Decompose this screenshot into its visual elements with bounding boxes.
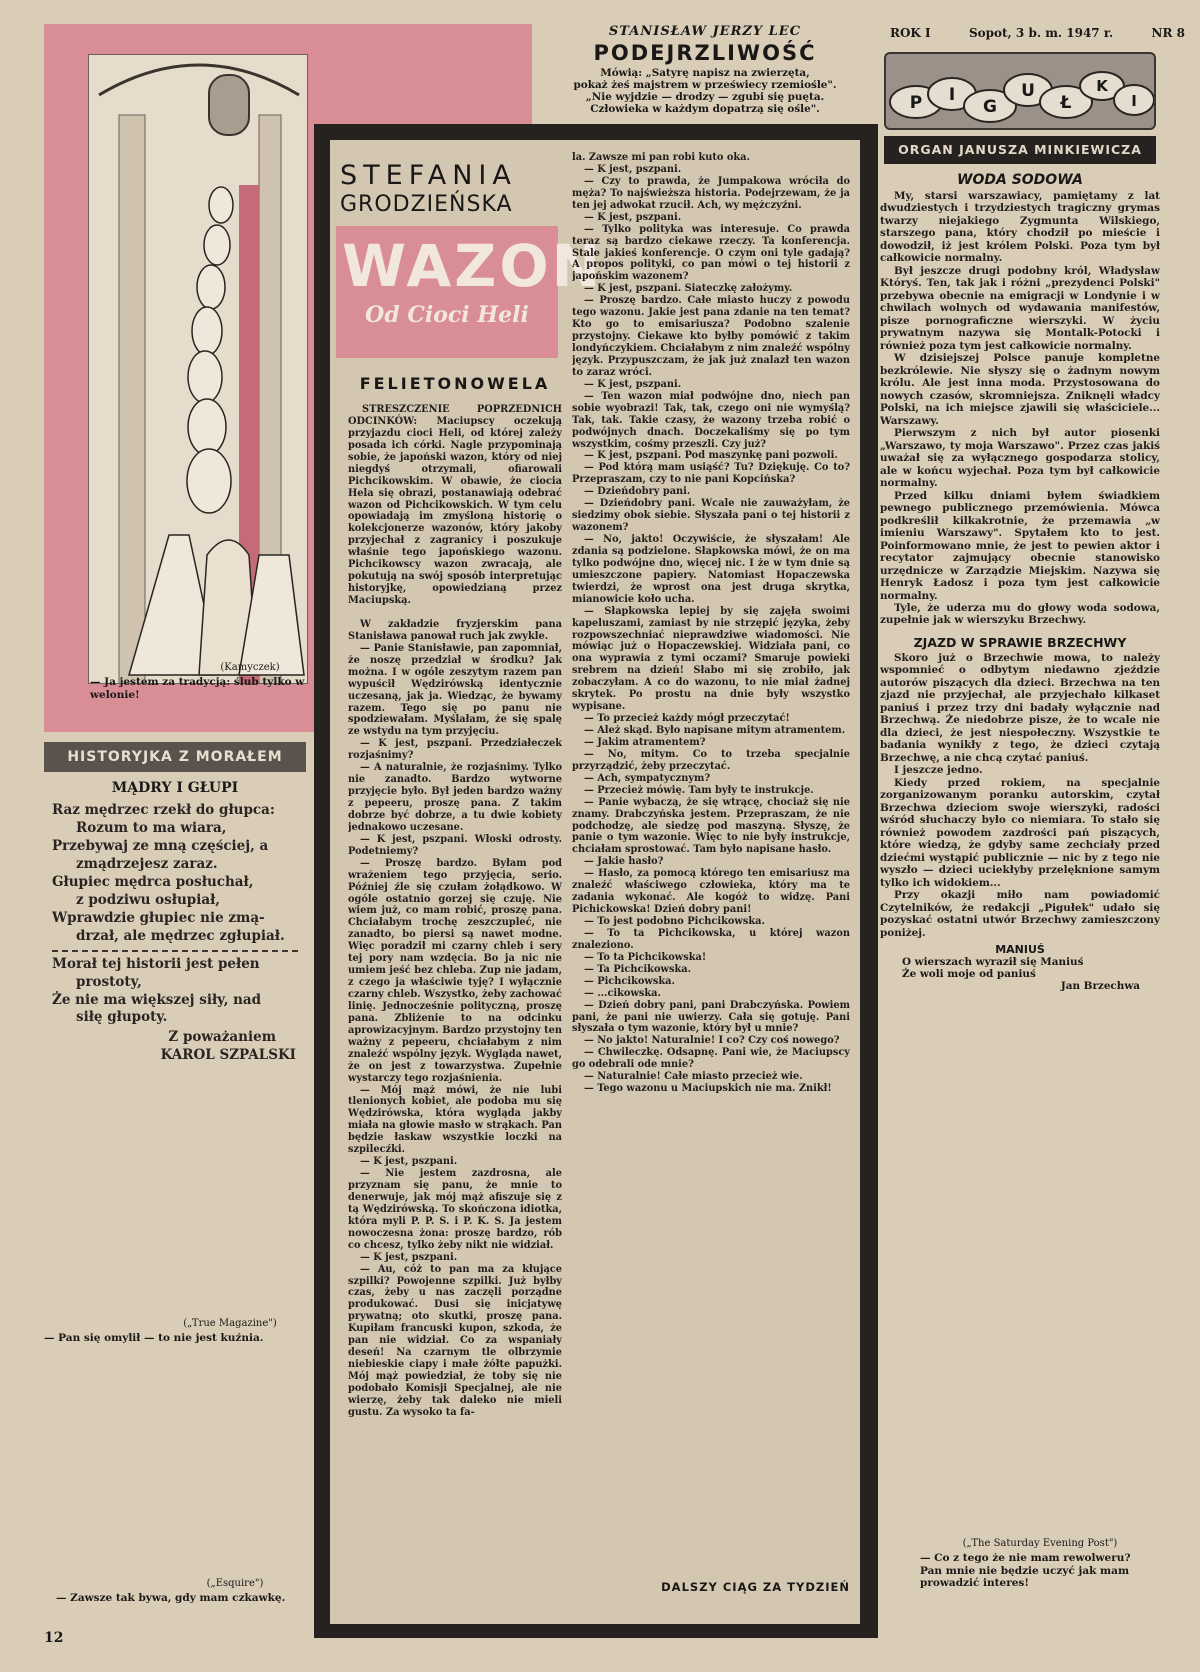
header-poem-lines [540, 68, 870, 116]
header-poem-block [540, 24, 870, 122]
woda-paragraph: Tyle, że uderza mu do głowy woda sodowa, zupełnie jak w wierszyku Brzechwy. [880, 601, 1160, 627]
wedding-cartoon-drawing [89, 55, 308, 684]
article-paragraph: — Ta Pichcikowska. [584, 963, 692, 975]
article-title-block [336, 226, 604, 358]
article-paragraph: — Czy to prawda, że Jumpakowa wróciła do męża? To najświeższa historia. Podejrzewam, że ja ten jej adwokat rzucił. Ach, wy mężczyźni. [572, 175, 850, 211]
article-paragraph: — Chwileczkę. Odsapnę. Pani wie, że Maciupscy go odebrali ode mnie? [572, 1047, 850, 1071]
article-paragraph: la. Zawsze mi pan robi kuto oka. [572, 152, 750, 163]
header-author: STANISŁAW JERZY LEC [608, 24, 802, 39]
article-paragraph: — Słapkowska lepiej by się zajęła swoimi kapeluszami, zamiast by nie strzępić języka, żeby rozpowszechniać nieprawdziwe wiadomości. Nie mówiąc już o Hopaczewskiej. Widziała pani, co ona wyprawia z tymi oczami? Smaruje powieki srebrem na dzień! Słabo mi się zrobiło, jak zobaczyłam. A co do wazonu, to nie miał żadnej skrytek. Po prostu na dnie były wszystko wypisane. [572, 605, 850, 713]
church-arch [99, 65, 299, 95]
woda-paragraph: Przed kilku dniami byłem świadkiem pewnego publicznego przemówienia. Mówca podkreślił kilkakrotnie, że przemawia „w imieniu Warszawy". Spytałem kto to jest. Poinformowano mnie, że jest to pewien aktor i recytator zajmujący obecnie stanowisko urzędnicze w Zarządzie Miejskim. Nazywa się Henryk Ładosz i poza tym jest całkowicie normalny. [880, 489, 1160, 602]
manius-line: Że woli moje od paniuś [902, 968, 1036, 981]
woda-paragraph: Pierwszym z nich był autor piosenki „Warszawo, ty moja Warszawo". Przez czas jakiś uważał się za wyłącznego gospodarza stolicy, ale w końcu wyjechał. Poza tym był całkowicie normalny. [880, 427, 1160, 490]
moral-line: siłę głupoty. [76, 1009, 168, 1026]
article-paragraph: — A naturalnie, że rozjaśnimy. Tylko nie zanadto. Bardzo wytworne przyjęcie było. Był jeden bardzo ważny z pepeeru, proszę pana. Z takim dobrze być dobrze, a tu dwie kobiety jednakowo uczesane. [348, 762, 562, 833]
woda-paragraph: Był jeszcze drugi podobny król, Władysław Któryś. Ten, tak jak i różni „prezydenci Polski" przebywa obecnie na emigracji w Londynie i w chwilach wolnych od wydawania manifestów, pisze pornograficzne wierszyki. W życiu prywatnym nazywa się Montalk-Potocki i również poza tym jest całkowicie normalny. [880, 264, 1160, 352]
poem-line: Rozum to ma wiara, [76, 819, 227, 836]
historyjka-poem [44, 802, 306, 946]
woda-paragraph: My, starsi warszawiacy, pamiętamy z lat dwudziestych i trzydziestych tragiczny grymas twarzy niejakiego Zygmunta Wilskiego, starszego pana, który chodził po mieście i dowodził, iż jest królem Polski. Poza tym był całkowicie normalny. [880, 190, 1160, 265]
masthead-pigulki [884, 52, 1156, 130]
cartoon1-credit: (Kamyczek) [220, 662, 280, 673]
article-paragraph: — Proszę bardzo. Całe miasto huczy z powodu tego wazonu. Jakie jest pana zdanie na ten temat? Kto go to emisariusza? Podobno szalenie przystojny. Ciekawe kto byłby pomówić z takim londyńczykiem. Chciałabym z nim znaleźć wspólny język. Przypuszczam, że jak już znalazł ten wazon to zaraz wróci. [572, 295, 850, 378]
article-continued: DALSZY CIĄG ZA TYDZIEŃ [661, 1580, 850, 1594]
poem-line: Przebywaj ze mną częściej, a [52, 837, 269, 854]
article-paragraph: — Ależ skąd. Było napisane mitym atramentem. [584, 725, 846, 736]
article-paragraph: — Pichcikowska. [584, 975, 675, 987]
cartoon5-credit: („The Saturday Evening Post") [962, 1538, 1118, 1549]
article-paragraph: — K jest, pszpani. Przedziałeczek rozjaśnimy? [348, 738, 562, 762]
historyjka-greeting: Z poważaniem [168, 1029, 276, 1046]
pill-letter: I [1131, 92, 1137, 110]
stacked-veiled-figures [187, 187, 233, 513]
article-paragraph: — Ach, sympatycznym? [584, 772, 711, 784]
pill-letter: K [1096, 77, 1108, 95]
poem-line: Wprawdzie głupiec nie zmą- [52, 909, 265, 926]
article-paragraph: — K jest, pszpani. Siateczkę założymy. [584, 283, 793, 295]
right-column-text [880, 172, 1160, 1078]
article-paragraph: — Tego wazonu u Maciupskich nie ma. Znikł! [584, 1083, 832, 1095]
article-paragraph: — Naturalnie! Całe miasto przecież wie. [584, 1071, 803, 1083]
article-author-line2: GRODZIEŃSKA [340, 192, 513, 217]
issue-number: NR 8 [1151, 26, 1185, 40]
header-poem-line: Człowieka w każdym dopatrzą się ośle". [590, 102, 820, 115]
manius-title: MANIUŚ [995, 943, 1045, 957]
veil-figure [188, 399, 226, 455]
manius-line: O wierszach wyraził się Maniuś [902, 956, 1084, 969]
article-paragraph: — No jakto! Naturalnie! I co? Czy coś nowego? [584, 1035, 840, 1047]
veil-figure [188, 351, 222, 403]
article-paragraph: — Jakim atramentem? [584, 736, 706, 748]
article-paragraph: — Proszę bardzo. Byłam pod wrażeniem tego przyjęcia, serio. Później źle się czułam żołądkowo. W ogóle ostatnio gorzej się czuję. Nie wiem już, co mam robić, proszę pana. Chciałabym trochę zeszczupleć, nie zanadto, bo piersi są nawet modne. Więc poradził mi czarny chleb i sery tej pory nam wzdęcia. Bo ja nic nie umiem jeść bez chleba. Zup nie jadam, z czego ja właściwie tyję? I wyłącznie czarny chleb. Wszystko, żeby zachować linię. Jednocześnie polityczną, proszę pana. Zbliżenie to na odcinku aprowizacyjnym. Bardzo przystojny ten ważny z pepeeru, chciałabym z nim znaleźć wspólny język. Wygląda nawet, że on jest z towarzystwa. Zupełnie wystarczy tego rozjaśnienia. [348, 857, 562, 1084]
zjazd-paragraph: I jeszcze jedno. [894, 764, 983, 777]
header-poem-line: pokaż żeś majstrem w przeświecy rzemiośle". [573, 78, 837, 91]
masthead-organ: ORGAN JANUSZA MINKIEWICZA [884, 136, 1156, 164]
article-paragraph: — Hasło, za pomocą którego ten emisariusz ma znaleźć właściwego człowieka, który ma te zadania wykonać. Ale kogóż to widzę. Pani Pichickowska! Dzień dobry pani! [572, 868, 850, 916]
article-subtitle: Od Cioci Heli [365, 302, 529, 328]
issue-year: ROK I [890, 26, 931, 40]
historyjka-header: HISTORYJKA Z MORAŁEM [44, 742, 306, 772]
moral-line: prostoty, [76, 973, 142, 990]
article-paragraph: — Mój mąż mówi, że nie lubi tlenionych kobiet, ale podoba mu się Wędzirówska, która wygląda jakby miała na głowie masło w strąkach. Pan będzie łaskaw wszystkie loczki na szpilecźki. [348, 1084, 562, 1156]
pill-letter: P [909, 93, 923, 113]
article-paragraph: — Ten wazon miał podwójne dno, niech pan sobie wyobrazi! Tak, tak, czego oni nie wymyślą? Tak, tak. Takie czasy, że wazony trzeba robić o podwójnych dnach. Doczekaliśmy się po tym wszystkim, cośmy przeszli. Czy już? [572, 390, 850, 450]
cartoon3-credit: („Esquire") [206, 1578, 264, 1589]
article-column-1 [348, 404, 562, 1616]
historyjka-moral [44, 956, 306, 1028]
pill-letter: Ł [1060, 93, 1072, 113]
article-paragraph: — K jest, pszpani. [360, 1156, 458, 1168]
woda-paragraph: W dzisiejszej Polsce panuje kompletne bezkrólewie. Nie słyszy się o żadnym nowym królu. Ale jest inna moda. Przystosowana do nowych czasów, skromniejsza. Zniknęli władcy Polski, na ich miejsce zjawili się właściciele... Warszawy. [880, 352, 1160, 427]
article-paragraph: — Panie wybaczą, że się wtrącę, chociaż się nie znamy. Drabczyńska jestem. Przepraszam, że nie podchodzę, ale siedzę pod maszyną. Słyszę, że panie o tym wazonie. Więc to nie były instrukcje, chciałam sprostować. Tam było napisane hasło. [572, 796, 850, 856]
article-paragraph: — To przecież każdy mógł przeczytać! [584, 713, 790, 725]
issue-date: Sopot, 3 b. m. 1947 r. [968, 26, 1114, 40]
historyjka-box [44, 742, 306, 1086]
header-poem-title: PODEJRZLIWOŚĆ [593, 41, 817, 65]
article-paragraph: — To ta Pichcikowska! [584, 951, 707, 963]
article-paragraph: — To jest podobno Pichcikowska. [584, 916, 765, 927]
moral-line: Morał tej historii jest pełen [52, 955, 260, 972]
poem-line: Raz mędrzec rzekł do głupca: [52, 802, 275, 818]
article-paragraph: — K jest, pszpani. [584, 163, 682, 175]
veil-figure [204, 225, 230, 265]
church-column [119, 115, 145, 684]
article-paragraph: — No, mitym. Co to trzeba specjalnie przyrządzić, żeby przeczytać. [572, 748, 850, 772]
poem-line: zmądrzejesz zaraz. [76, 855, 218, 872]
article-column-2 [572, 152, 850, 1580]
pill-letter: G [983, 97, 997, 117]
zjazd-paragraph: Kiedy przed rokiem, na specjalnie zorganizowanym poranku autorskim, czytał Brzechwa dzieciom swoje wierszyki, radości wśród słuchaczy było co niemiara. To stało się również powodem zazdrości pań piszących, które wiedzą, że gdyby same zechciały przed dziećmi wystąpić publicznie — nic by z tego nie wyszło — dzieci uciekłyby przelęknione samym tylko ich widokiem... [880, 776, 1160, 889]
pill-letter: U [1021, 81, 1035, 101]
poem-dash-divider [52, 950, 298, 952]
cartoon2-caption: — Pan się omylił — to nie jest kuźnia. [44, 1332, 264, 1344]
article-paragraph: — K jest, pszpani. [360, 1251, 458, 1263]
article-paragraph: — Dzieńdobry pani. Wcale nie zauważyłam, że siedzimy obok siebie. Słyszała pani o tej historii z wazonem? [572, 498, 850, 534]
article-paragraph: — K jest, pszpani. [584, 211, 682, 223]
article-paragraph: — K jest, pszpani. Pod maszynkę pani pozwoli. [584, 450, 838, 462]
article-paragraph: — No, jakto! Oczywiście, że słyszałam! Ale zdania są podzielone. Słapkowska mówi, że on ma tylko podwójne dno, więcej nic. I że w tym dnie są umieszczone papiery. Natomiast Hopaczewska twierdzi, że wprost ona jest druga skrytka, mianowicie koło ucha. [572, 534, 850, 605]
pill-letters-graphic [886, 54, 1156, 130]
zjazd-title: ZJAZD W SPRAWIE BRZECHWY [913, 634, 1127, 650]
article-paragraph: — Dzień dobry pani, pani Drabczyńska. Powiem pani, że pani nie uwierzy. Cała się gotuję. Pani słyszała o tym wazonie, który był u mnie? [572, 999, 850, 1035]
header-poem-line: Mówią: „Satyrę napisz na zwierzęta, [600, 67, 810, 79]
veil-figure [209, 187, 233, 223]
article-paragraph: — Tylko polityka was interesuje. Co prawda teraz są bardzo ciekawe rzeczy. Ta konferencja. Stale jakieś konferencje. O czym oni tyle gadają? A propos polityki, co pan mówi o tej historii z japońskim wazonem? [572, 223, 850, 283]
cartoon5-caption: — Co z tego że nie mam rewolweru? Pan mnie nie będzie uczyć jak mam prowadzić interes! [920, 1552, 1131, 1590]
article-paragraph: — K jest, pszpani. [584, 378, 682, 390]
article-paragraph: — Jakie hasło? [584, 856, 664, 868]
article-paragraph: — Dzieńdobry pani. [584, 486, 691, 498]
poem-line: drzał, ale mędrzec zgłupiał. [76, 927, 285, 944]
cartoon2-credit: („True Magazine") [183, 1318, 277, 1329]
article-paragraph: — Panie Stanisławie, pan zapomniał, że noszę przedział w środku? Jak można. I w ogóle zeszytym razem pan wypuścił Wędzirówską identycznie uczesaną, jak ja. Wiedząc, że bywamy razem. Tego się po panu nie spodziewałam. Myślałam, że się spalę ze wstydu na tym przyjęciu. [348, 642, 562, 738]
zjazd-paragraph: Przy okazji miło nam powiadomić Czytelników, że redakcji „Pigułek" udało się pozyskać ostatni utwór Brzechwy zamieszczony poniżej. [880, 889, 1160, 939]
article-paragraph: — Au, cóż to pan ma za kłujące szpilki? Powojenne szpilki. Już byłby czas, żeby u nas zaczęli porządne produkować. Dusi się inicjatywę prywatną; oto skutki, proszę pana. Kupiłam francuski kupon, szkoda, że pan nie widział. Co za wspaniały deseń! Na czarnym tle olbrzymie niebieskie ciapy i małe żółte papużki. Mój mąż powiedział, że toby się nie podobało Komisji Specjalnej, ale nie wierzę, żeby tak daleko nie mieli gustu. Za wysoko ta fa- [348, 1263, 562, 1418]
historyjka-author: KAROL SZPALSKI [160, 1047, 296, 1064]
article-title: WAZON [342, 232, 604, 300]
article-paragraph: — ...cikowska. [584, 987, 661, 999]
zjazd-paragraph: Skoro już o Brzechwie mowa, to należy wspomnieć o odbytym niedawno zjeździe autorów piszących dla dzieci. Brzechwa na ten zjazd nie przyjechał, ale przyjechało kilkaset paniuś i przez trzy dni badały wyłącznie nad Brzechwą. Że niedobrze pisze, że to wcale nie dla dzieci, że jest niespołeczny. Wszystkie te badania wynikły z tego, że dzieci czytają Brzechwę, a nie chcą czytać paniuś. [880, 651, 1160, 764]
article-paragraph: — Nie jestem zazdrosna, ale przyznam się panu, że mnie to denerwuje, jak mój mąż afiszuje się z tą Wędzirówską. To skończona idiotka, która myli P. P. S. i P. K. S. Ja jestem nowoczesna żona: proszę bardzo, rób co chcesz, tylko żeby nikt nie widział. [348, 1168, 562, 1251]
article-paragraph: — K jest, pszpani. Włoski odrosty. Podetniemy? [348, 833, 562, 857]
page-number: 12 [44, 1630, 64, 1646]
article-paragraph: — Przecież mówię. Tam były te instrukcje. [584, 784, 814, 796]
veil-figure [192, 307, 222, 355]
article-paragraph: W zakładzie fryzjerskim pana Stanisława panował ruch jak zwykle. [348, 618, 562, 642]
article-paragraph: — Pod którą mam usiąść? Tu? Dziękuję. Co to? Przepraszam, czy to nie pani Kopcińska? [572, 462, 850, 486]
historyjka-poem-title: MĄDRY I GŁUPI [111, 780, 239, 796]
article-summary: STRESZCZENIE POPRZEDNICH ODCINKÓW: Maciupscy oczekują przyjazdu cioci Heli, od której zależy posada ich córki. Nagle przypominają sobie, że japoński wazon, który od niej niegdyś otrzymali, ofiarowali Pichcikowskim. W obawie, że ciocia Hela się obrazi, postanawiają odebrać wazon od Pichcikowskich. W tym celu opowiadają im zmyśloną historię o kolekcjonerze wazonów, który jakoby przyjechał z zagranicy i poszukuje właśnie tego japońskiego wazonu. Pichcikowscy wazon zwracają, ale pokutują na swój sposób interpretując historyjkę, opowiedzianą przez Maciupską. [348, 404, 562, 606]
cartoon1-wedding [88, 54, 308, 684]
header-poem-line: „Nie wyjdzie — drodzy — zgubi się puęta. [585, 90, 825, 103]
issue-line [890, 26, 1185, 40]
article-author-line1: STEFANIA [340, 160, 517, 191]
cartoon1-caption: — Ja jestem za tradycją: ślub tylko w welonie! [90, 676, 305, 701]
cartoon3-caption: — Zawsze tak bywa, gdy mam czkawkę. [56, 1592, 286, 1604]
moral-line: Że nie ma większej siły, nad [52, 991, 262, 1008]
woda-title: WODA SODOWA [957, 172, 1083, 188]
poem-line: z podziwu osłupiał, [76, 891, 221, 908]
article-genre: FELIETONOWELA [359, 374, 551, 393]
veil-figure [197, 265, 225, 309]
church-window [209, 75, 249, 135]
veil-figure [187, 449, 231, 513]
manius-author: Jan Brzechwa [1060, 980, 1140, 993]
poem-line: Głupiec mędrca posłuchał, [52, 873, 254, 890]
article-paragraph: — To ta Pichcikowska, u której wazon znaleziono. [572, 927, 850, 951]
pill-letter: I [948, 85, 956, 105]
